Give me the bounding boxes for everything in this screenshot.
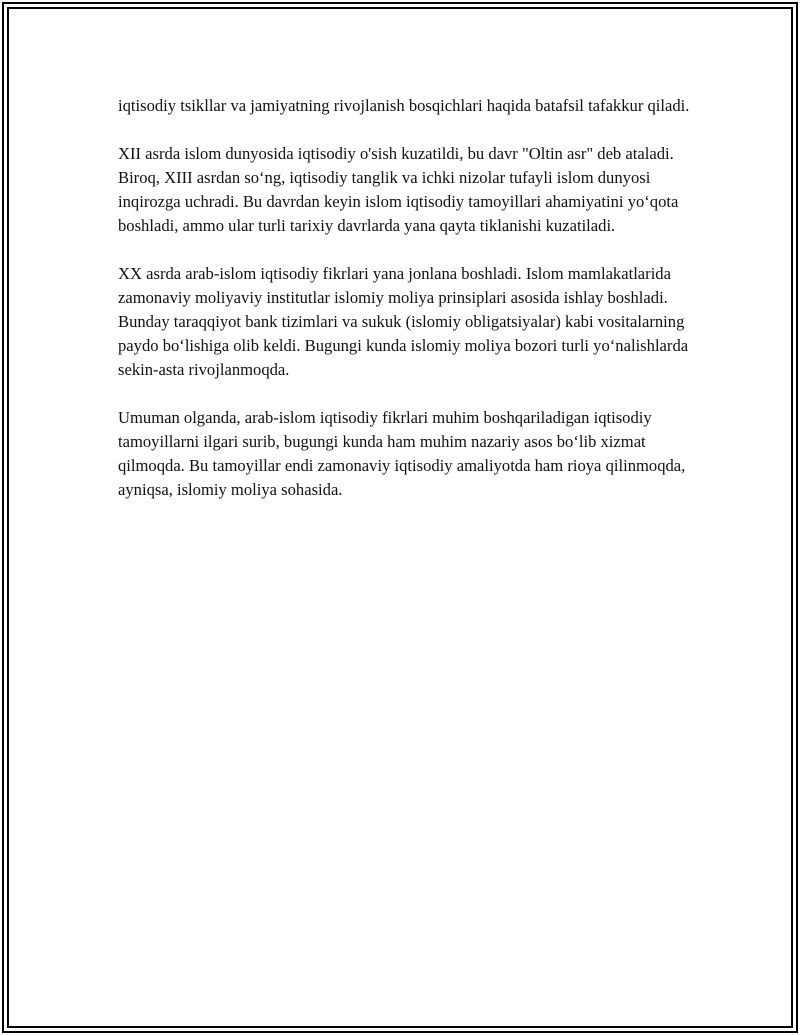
paragraph-3: XX asrda arab-islom iqtisodiy fikrlari yana jonlana boshladi. Islom mamlakatlarida zamonaviy moliyaviy institutlar islomiy moliya prinsiplari asosida ishlay boshladi. Bunday taraqqiyot bank tizimlari va sukuk (islomiy obligatsiyalar) kabi vositalarning paydo bo‘lishiga olib keldi. Bugungi kunda islomiy moliya bozori turli yo‘nalishlarda sekin-asta rivojlanmoqda.	[118, 264, 689, 379]
paragraph-2: XII asrda islom dunyosida iqtisodiy o'sish kuzatildi, bu davr "Oltin asr" deb ataladi. Biroq, XIII asrdan so‘ng, iqtisodiy tanglik va ichki nizolar tufayli islom dunyosi inqirozga uchradi. Bu davrdan keyin islom iqtisodiy tamoyillari ahamiyatini yo‘qota boshladi, ammo ular turli tarixiy davrlarda yana qayta tiklanishi kuzatiladi.	[118, 144, 679, 235]
document-body	[118, 94, 698, 526]
paragraph-4: Umuman olganda, arab-islom iqtisodiy fikrlari muhim boshqariladigan iqtisodiy tamoyillarni ilgari surib, bugungi kunda ham muhim nazariy asos bo‘lib xizmat qilmoqda. Bu tamoyillar endi zamonaviy iqtisodiy amaliyotda ham rioya qilinmoqda, ayniqsa, islomiy moliya sohasida.	[118, 408, 686, 499]
paragraph-1: iqtisodiy tsikllar va jamiyatning rivojlanish bosqichlari haqida batafsil tafakkur qiladi.	[118, 96, 690, 115]
